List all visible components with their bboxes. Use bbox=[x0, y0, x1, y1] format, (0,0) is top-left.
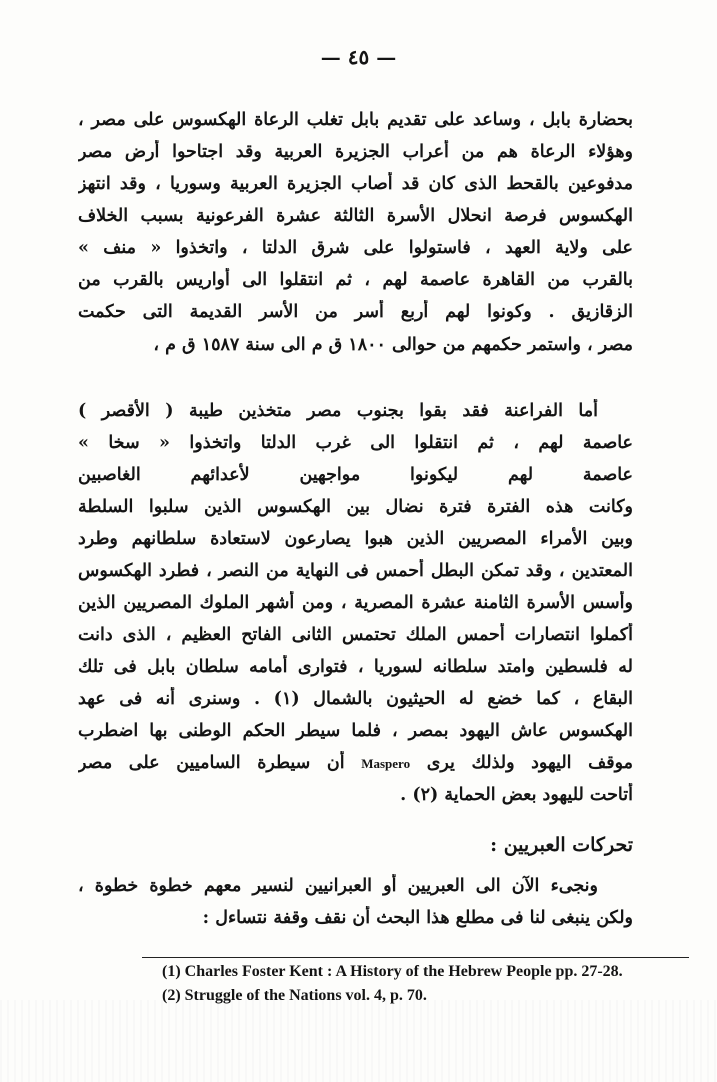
text-line: على ولاية العهد ، فاستولوا على شرق الدلتا ، واتخذوا « منف » bbox=[78, 238, 633, 258]
text-line: أكملوا انتصارات أحمس الملك تحتمس الثانى الفاتح العظيم ، الذى دانت bbox=[78, 625, 633, 645]
scan-noise bbox=[0, 1000, 717, 1082]
text-line: عاصمة لهم ، ثم انتقلوا الى غرب الدلتا واتخذوا « سخا » bbox=[78, 433, 633, 453]
latin-name: Maspero bbox=[361, 756, 411, 771]
text-line: الهكسوس فرصة انحلال الأسرة الثالثة عشرة الفرعونية بسبب الخلاف bbox=[78, 206, 633, 226]
footnote-2: (2) Struggle of the Nations vol. 4, p. 70. bbox=[162, 987, 427, 1004]
text-line: وكانت هذه الفترة فترة نضال بين الهكسوس الذين سلبوا السلطة bbox=[78, 497, 633, 517]
text-line: مصر ، واستمر حكمهم من حوالى ١٨٠٠ ق م الى سنة ١٥٨٧ ق م ، bbox=[153, 335, 633, 355]
text-line: الزقازيق . وكونوا لهم أربع أسر من الأسر القديمة التى حكمت bbox=[78, 302, 633, 322]
text-line: مدفوعين بالقحط الذى كان قد أصاب الجزيرة العربية وسوريا ، وقد انتهز bbox=[78, 174, 633, 194]
text-line-maspero bbox=[78, 751, 633, 777]
text-line: أتاحت لليهود بعض الحماية (٢) . bbox=[400, 785, 633, 805]
text-line: بالقرب من القاهرة عاصمة لهم ، ثم انتقلوا الى أواريس بالقرب من bbox=[78, 270, 633, 290]
text-line: ولكن ينبغى لنا فى مطلع هذا البحث أن نقف وقفة نتساءل : bbox=[202, 908, 633, 928]
text-line: عاصمة لهم ليكونوا مواجهين لأعدائهم الغاصبين bbox=[78, 465, 633, 485]
text-line: وهؤلاء الرعاة هم من أعراب الجزيرة العربية وقد اجتاحوا أرض مصر bbox=[78, 142, 633, 162]
text-line: وبين الأمراء المصريين الذين هبوا يصارعون لاستعادة سلطانهم وطرد bbox=[78, 529, 633, 549]
text-line: بحضارة بابل ، وساعد على تقديم بابل تغلب الرعاة الهكسوس على مصر ، bbox=[78, 110, 633, 130]
section-heading: تحركات العبريين : bbox=[490, 834, 633, 856]
text-line: ونجىء الآن الى العبريين أو العبرانيين لنسير معهم خطوة خطوة ، bbox=[78, 876, 598, 896]
text-segment: أن سيطرة الساميين على مصر bbox=[78, 753, 345, 773]
text-line: المعتدين ، وقد تمكن البطل أحمس فى النهاية من النصر ، فطرد الهكسوس bbox=[78, 561, 633, 581]
text-segment: موقف اليهود ولذلك يرى bbox=[426, 753, 633, 773]
text-line: البقاع ، كما خضع له الحيثيون بالشمال (١) . وسنرى أنه فى عهد bbox=[78, 689, 633, 709]
footnote-divider bbox=[142, 957, 689, 958]
text-line: له فلسطين وامتد سلطانه لسوريا ، فتوارى أمامه سلطان بابل فى تلك bbox=[78, 657, 633, 677]
footnote-1: (1) Charles Foster Kent : A History of the Hebrew People pp. 27-28. bbox=[162, 963, 623, 980]
text-line: أما الفراعنة فقد بقوا بجنوب مصر متخذين طيبة ( الأقصر ) bbox=[78, 401, 598, 421]
page-number: — ٤٥ — bbox=[320, 45, 397, 69]
text-line: وأسس الأسرة الثامنة عشرة المصرية ، ومن أشهر الملوك المصريين الذين bbox=[78, 593, 633, 613]
text-line: الهكسوس عاش اليهود بمصر ، فلما سيطر الحكم الوطنى بها اضطرب bbox=[78, 721, 633, 741]
